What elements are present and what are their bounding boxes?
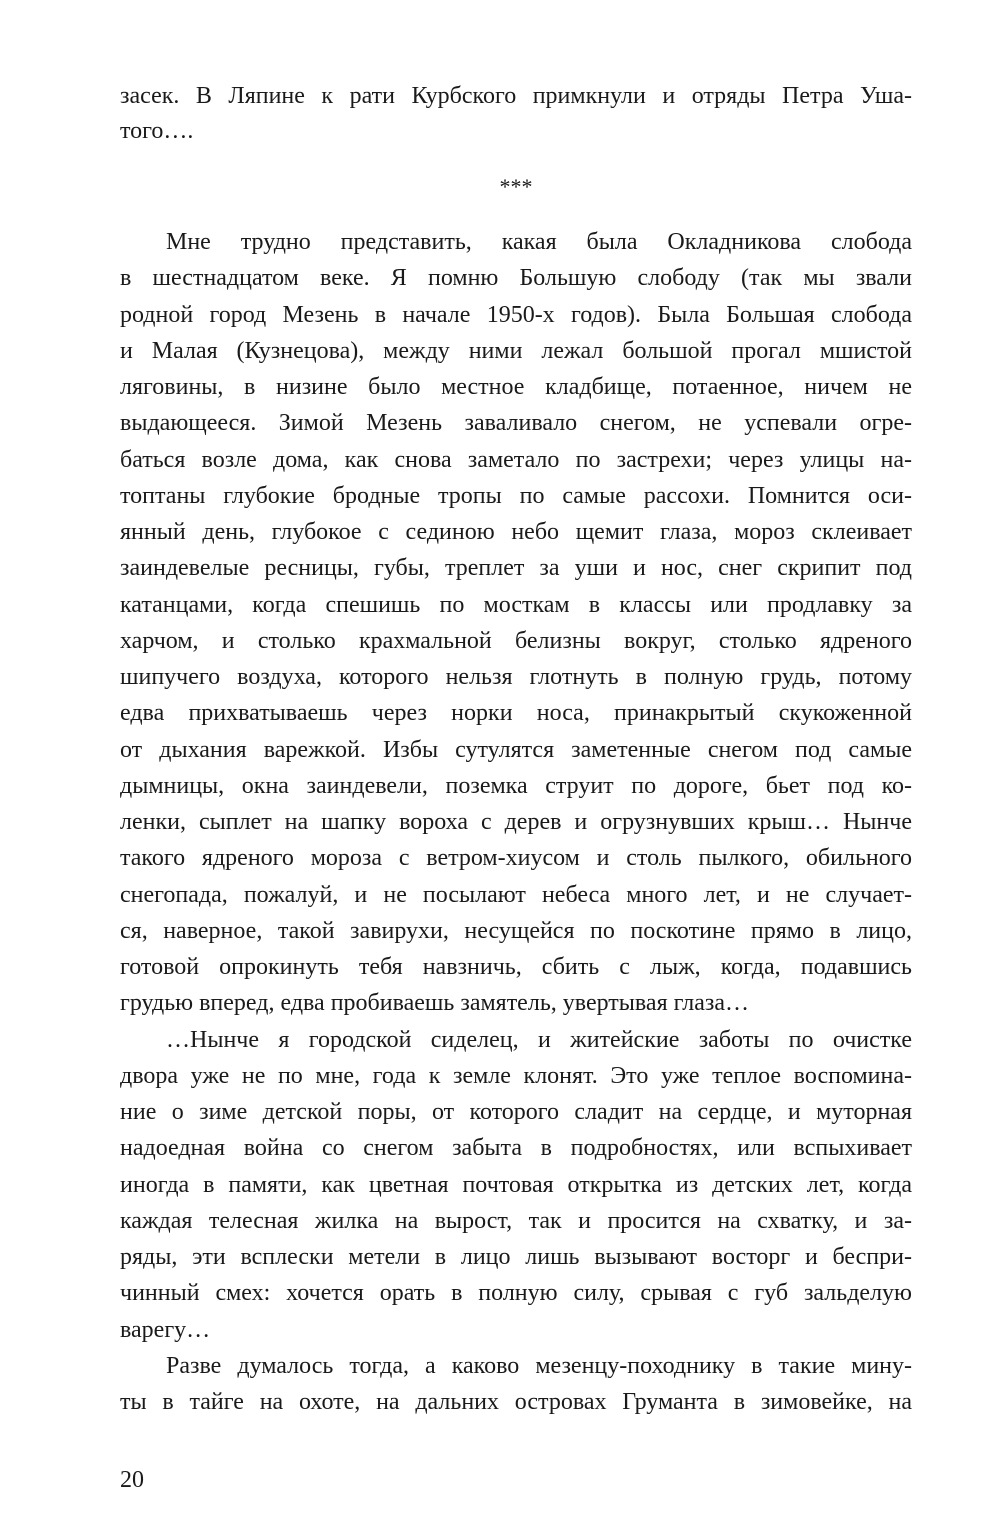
text-line: топтаны глубокие бродные тропы по самые рассохи. Помнится оси- (120, 482, 912, 509)
paragraph (120, 1348, 912, 1421)
text-line: заиндевелые ресницы, губы, треплет за уши и нос, снег скрипит под (120, 555, 912, 582)
text-line: …Нынче я городской сиделец, и житейские заботы по очистке (166, 1026, 912, 1053)
text-line: янный день, глубокое с сединою небо щемит глаза, мороз склеивает (120, 519, 912, 545)
text-line: двора уже не по мне, года к земле клонят. Это уже теплое воспомина- (120, 1062, 912, 1089)
text-line: дымницы, окна заиндевели, поземка струит по дороге, бьет под ко- (120, 772, 912, 799)
text-line: того…. (120, 118, 194, 144)
text-line: ся, наверное, такой завирухи, несущейся по поскотине прямо в лицо, (120, 917, 912, 944)
text-line: катанцами, когда спешишь по мосткам в классы или продлавку за (120, 591, 912, 618)
text-line: такого ядреного мороза с ветром-хиусом и столь пылкого, обильного (120, 845, 912, 872)
text-line: от дыхания варежкой. Избы сутулятся заметенные снегом под самые (120, 736, 912, 763)
text-line: иногда в памяти, как цветная почтовая открытка из детских лет, когда (120, 1171, 912, 1198)
text-line: шипучего воздуха, которого нельзя глотнуть в полную грудь, потому (120, 664, 912, 690)
text-line: снегопада, пожалуй, и не посылают небеса много лет, и не случает- (120, 881, 912, 908)
text-line: выдающееся. Зимой Мезень заваливало снегом, не успевали огре- (120, 410, 912, 437)
text-line: чинный смех: хочется орать в полную силу, срывая с губ зальделую (120, 1280, 912, 1307)
text-line: ты в тайге на охоте, на дальних островах Груманта в зимовейке, на (120, 1389, 912, 1415)
page-body (120, 79, 912, 1420)
text-line: засек. В Ляпине к рати Курбского примкнули и отряды Петра Уша- (120, 83, 912, 109)
text-line: каждая телесная жилка на вырост, так и просится на схватку, и за- (120, 1207, 912, 1234)
text-line: Мне трудно представить, какая была Окладникова слобода (166, 229, 912, 255)
section-separator: *** (499, 174, 533, 199)
page-number: 20 (120, 1467, 144, 1493)
text-line: грудью вперед, едва пробиваешь замятель, увертывая глаза… (120, 990, 749, 1017)
paragraph (120, 79, 912, 149)
text-line: варегу… (120, 1316, 211, 1343)
text-line: ленки, сыплет на шапку вороха с дерев и огрузнувших крыш… Нынче (120, 809, 912, 835)
text-line: баться возле дома, как снова заметало по застрехи; через улицы на- (120, 446, 912, 473)
text-line: Разве думалось тогда, а каково мезенцу-походнику в такие мину- (166, 1352, 912, 1379)
text-line: ляговины, в низине было местное кладбище, потаенное, ничем не (120, 374, 912, 400)
paragraph (120, 1022, 912, 1348)
text-line: надоедная война со снегом забыта в подробностях, или вспыхивает (120, 1135, 912, 1162)
text-line: ние о зиме детской поры, от которого сладит на сердце, и муторная (120, 1099, 912, 1125)
text-line: ряды, эти всплески метели в лицо лишь вызывают восторг и беспри- (120, 1244, 912, 1270)
text-line: родной город Мезень в начале 1950-х годов). Была Большая слобода (120, 301, 912, 328)
text-line: в шестнадцатом веке. Я помню Большую слободу (так мы звали (120, 265, 912, 292)
paragraph (120, 224, 912, 1022)
text-line: и Малая (Кузнецова), между ними лежал большой прогал мшистой (120, 337, 912, 364)
text-line: готовой опрокинуть тебя навзничь, сбить с лыж, когда, подавшись (120, 954, 912, 980)
text-line: едва прихватываешь через норки носа, принакрытый скукоженной (120, 700, 912, 727)
text-line: харчом, и столько крахмальной белизны вокруг, столько ядреного (120, 627, 912, 654)
